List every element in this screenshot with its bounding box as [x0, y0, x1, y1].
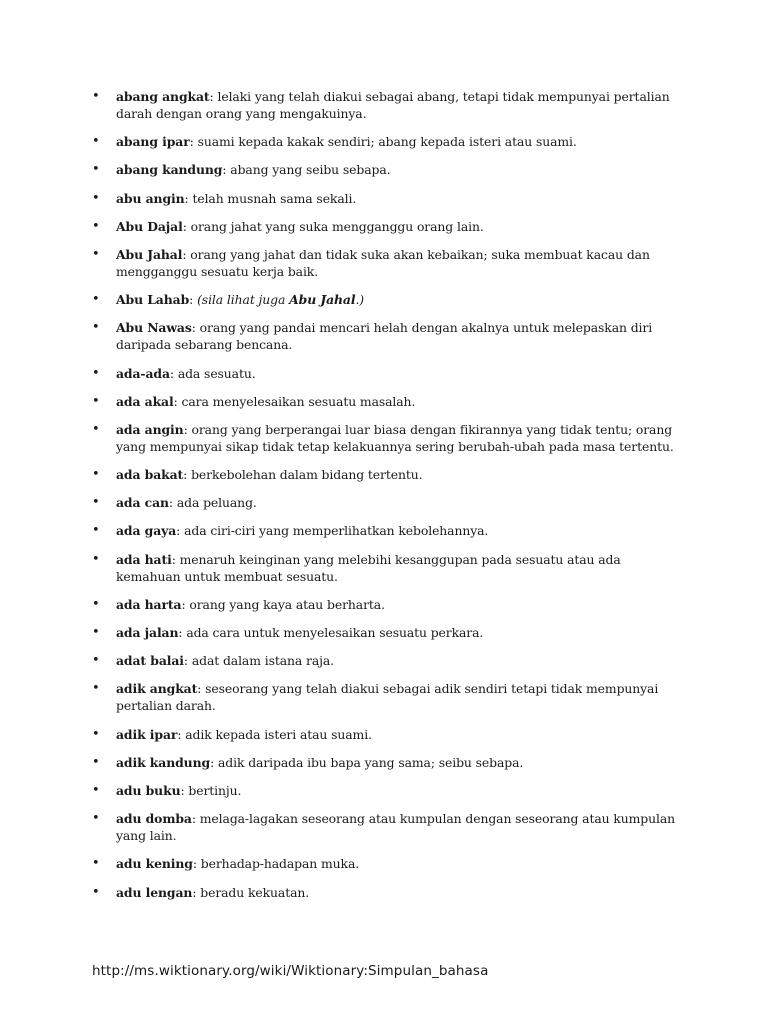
- glossary-list: [92, 88, 682, 912]
- source-url: http://ms.wiktionary.org/wiki/Wiktionary:Simpulan_bahasa: [92, 963, 489, 979]
- bullet-icon: •: [92, 190, 100, 206]
- entry-separator: :: [197, 681, 206, 697]
- glossary-entry: [92, 365, 682, 382]
- entry-definition: menaruh keinginan yang melebihi kesanggupan pada sesuatu atau ada kemahuan untuk membuat sesuatu.: [116, 551, 621, 584]
- bullet-icon: •: [92, 681, 100, 697]
- entry-separator: :: [183, 421, 192, 437]
- entry-separator: :: [183, 653, 192, 669]
- entry-separator: :: [183, 467, 192, 483]
- bullet-icon: •: [92, 884, 100, 900]
- entry-separator: :: [189, 292, 198, 308]
- bullet-icon: •: [92, 246, 100, 262]
- entry-separator: :: [209, 89, 218, 104]
- entry-term: adat balai: [116, 653, 184, 669]
- entry-separator: :: [177, 726, 186, 742]
- entry-separator: :: [222, 162, 231, 178]
- bullet-icon: •: [92, 856, 100, 872]
- entry-term: Abu Lahab: [116, 292, 190, 308]
- entry-separator: :: [180, 782, 189, 798]
- bullet-icon: •: [92, 495, 100, 511]
- entry-term: ada hati: [116, 551, 172, 567]
- glossary-entry: [92, 652, 682, 669]
- bullet-icon: •: [92, 523, 100, 539]
- bullet-icon: •: [92, 467, 100, 483]
- entry-definition: lelaki yang telah diakui sebagai abang, tetapi tidak mempunyai pertalian darah dengan orang yang mengakuinya.: [116, 89, 670, 121]
- entry-definition: orang yang pandai mencari helah dengan akalnya untuk melepaskan diri daripada sebarang bencana.: [116, 320, 653, 353]
- entry-term: ada harta: [116, 596, 182, 612]
- bullet-icon: •: [92, 134, 100, 150]
- cross-reference-suffix: .): [355, 292, 365, 308]
- entry-separator: :: [169, 365, 178, 381]
- entry-separator: :: [192, 884, 201, 900]
- glossary-entry: [92, 393, 682, 410]
- bullet-icon: •: [92, 393, 100, 409]
- entry-term: ada gaya: [116, 523, 177, 539]
- entry-term: Abu Dajal: [116, 218, 183, 234]
- entry-separator: :: [178, 625, 187, 640]
- entry-term: adu buku: [116, 782, 181, 798]
- glossary-entry: [92, 810, 682, 844]
- entry-separator: :: [168, 495, 177, 511]
- entry-definition: ada sesuatu.: [177, 365, 256, 381]
- entry-definition: suami kepada kakak sendiri; abang kepada isteri atau suami.: [197, 134, 577, 150]
- glossary-entry: [92, 291, 682, 308]
- entry-term: ada bakat: [116, 467, 184, 483]
- entry-definition: seseorang yang telah diakui sebagai adik sendiri tetapi tidak mempunyai pertalian darah.: [116, 681, 659, 714]
- entry-definition: orang yang berperangai luar biasa dengan fikirannya yang tidak tentu; orang yang mempunyai sikap tidak tetap kelakuannya sering berubah-ubah pada masa tertentu.: [116, 421, 674, 454]
- glossary-entry: [92, 754, 682, 771]
- bullet-icon: •: [92, 653, 100, 669]
- glossary-entry: [92, 596, 682, 613]
- glossary-entry: [92, 466, 682, 483]
- entry-term: ada akal: [116, 393, 174, 409]
- entry-term: abang ipar: [116, 134, 190, 150]
- glossary-entry: [92, 133, 682, 150]
- entry-term: abu angin: [116, 190, 185, 206]
- entry-term: adu kening: [116, 856, 193, 872]
- entry-term: adik kandung: [116, 754, 211, 770]
- entry-term: abang angkat: [116, 89, 210, 104]
- entry-definition: orang yang jahat dan tidak suka akan kebaikan; suka membuat kacau dan mengganggu sesuatu kerja baik.: [116, 246, 650, 279]
- entry-separator: :: [189, 134, 198, 150]
- entry-separator: :: [191, 811, 200, 827]
- glossary-entry: [92, 680, 682, 714]
- bullet-icon: •: [92, 551, 100, 567]
- entry-term: adik ipar: [116, 726, 178, 742]
- entry-definition: bertinju.: [188, 782, 242, 798]
- bullet-icon: •: [92, 754, 100, 770]
- entry-definition: adik daripada ibu bapa yang sama; seibu sebapa.: [218, 754, 524, 770]
- glossary-entry: [92, 522, 682, 539]
- bullet-icon: •: [92, 811, 100, 827]
- glossary-entry: [92, 161, 682, 178]
- entry-term: adu lengan: [116, 884, 193, 900]
- glossary-entry: [92, 726, 682, 743]
- bullet-icon: •: [92, 365, 100, 381]
- entry-term: Abu Nawas: [116, 320, 192, 336]
- glossary-entry: [92, 551, 682, 585]
- entry-separator: :: [182, 246, 191, 262]
- bullet-icon: •: [92, 726, 100, 742]
- glossary-entry: [92, 218, 682, 235]
- entry-definition: melaga-lagakan seseorang atau kumpulan dengan seseorang atau kumpulan yang lain.: [116, 811, 676, 844]
- entry-definition: ada ciri-ciri yang memperlihatkan kebolehannya.: [184, 523, 489, 539]
- bullet-icon: •: [92, 782, 100, 798]
- glossary-entry: [92, 88, 682, 122]
- entry-separator: :: [173, 393, 182, 409]
- entry-separator: :: [192, 856, 201, 872]
- cross-reference-term: Abu Jahal: [289, 292, 356, 308]
- entry-separator: :: [184, 190, 193, 206]
- bullet-icon: •: [92, 292, 100, 308]
- entry-definition: abang yang seibu sebapa.: [230, 162, 391, 178]
- entry-term: adu domba: [116, 811, 192, 827]
- bullet-icon: •: [92, 218, 100, 234]
- entry-definition: adik kepada isteri atau suami.: [185, 726, 372, 742]
- entry-definition: beradu kekuatan.: [200, 884, 310, 900]
- entry-definition: orang jahat yang suka mengganggu orang lain.: [190, 218, 484, 234]
- entry-term: Abu Jahal: [116, 246, 183, 262]
- glossary-entry: [92, 884, 682, 901]
- entry-definition: ada peluang.: [176, 495, 257, 511]
- bullet-icon: •: [92, 320, 100, 336]
- entry-term: ada-ada: [116, 365, 170, 381]
- entry-separator: :: [182, 218, 191, 234]
- entry-term: ada angin: [116, 421, 184, 437]
- entry-term: abang kandung: [116, 162, 223, 178]
- entry-separator: :: [171, 551, 180, 567]
- bullet-icon: •: [92, 162, 100, 178]
- entry-definition: berkebolehan dalam bidang tertentu.: [191, 467, 423, 483]
- glossary-entry: [92, 190, 682, 207]
- entry-separator: :: [176, 523, 185, 539]
- glossary-entry: [92, 421, 682, 455]
- bullet-icon: •: [92, 596, 100, 612]
- entry-term: ada can: [116, 495, 169, 511]
- bullet-icon: •: [92, 89, 100, 104]
- entry-definition: adat dalam istana raja.: [191, 653, 334, 669]
- entry-definition: ada cara untuk menyelesaikan sesuatu perkara.: [186, 625, 484, 640]
- entry-cross-reference: [197, 292, 364, 307]
- glossary-entry: [92, 494, 682, 511]
- entry-definition: orang yang kaya atau berharta.: [189, 596, 385, 612]
- bullet-icon: •: [92, 625, 100, 640]
- glossary-entry: [92, 855, 682, 872]
- entry-definition: cara menyelesaikan sesuatu masalah.: [181, 393, 416, 409]
- glossary-entry: [92, 624, 682, 641]
- glossary-entry: [92, 782, 682, 799]
- entry-separator: :: [191, 320, 200, 336]
- glossary-entry: [92, 246, 682, 280]
- cross-reference-prefix: (sila lihat juga: [197, 292, 290, 308]
- entry-term: adik angkat: [116, 681, 198, 697]
- entry-separator: :: [210, 754, 218, 770]
- glossary-entry: [92, 319, 682, 353]
- entry-separator: :: [181, 596, 190, 612]
- entry-definition: berhadap-hadapan muka.: [200, 856, 360, 872]
- entry-definition: telah musnah sama sekali.: [192, 190, 357, 206]
- entry-term: ada jalan: [116, 625, 179, 640]
- bullet-icon: •: [92, 421, 100, 437]
